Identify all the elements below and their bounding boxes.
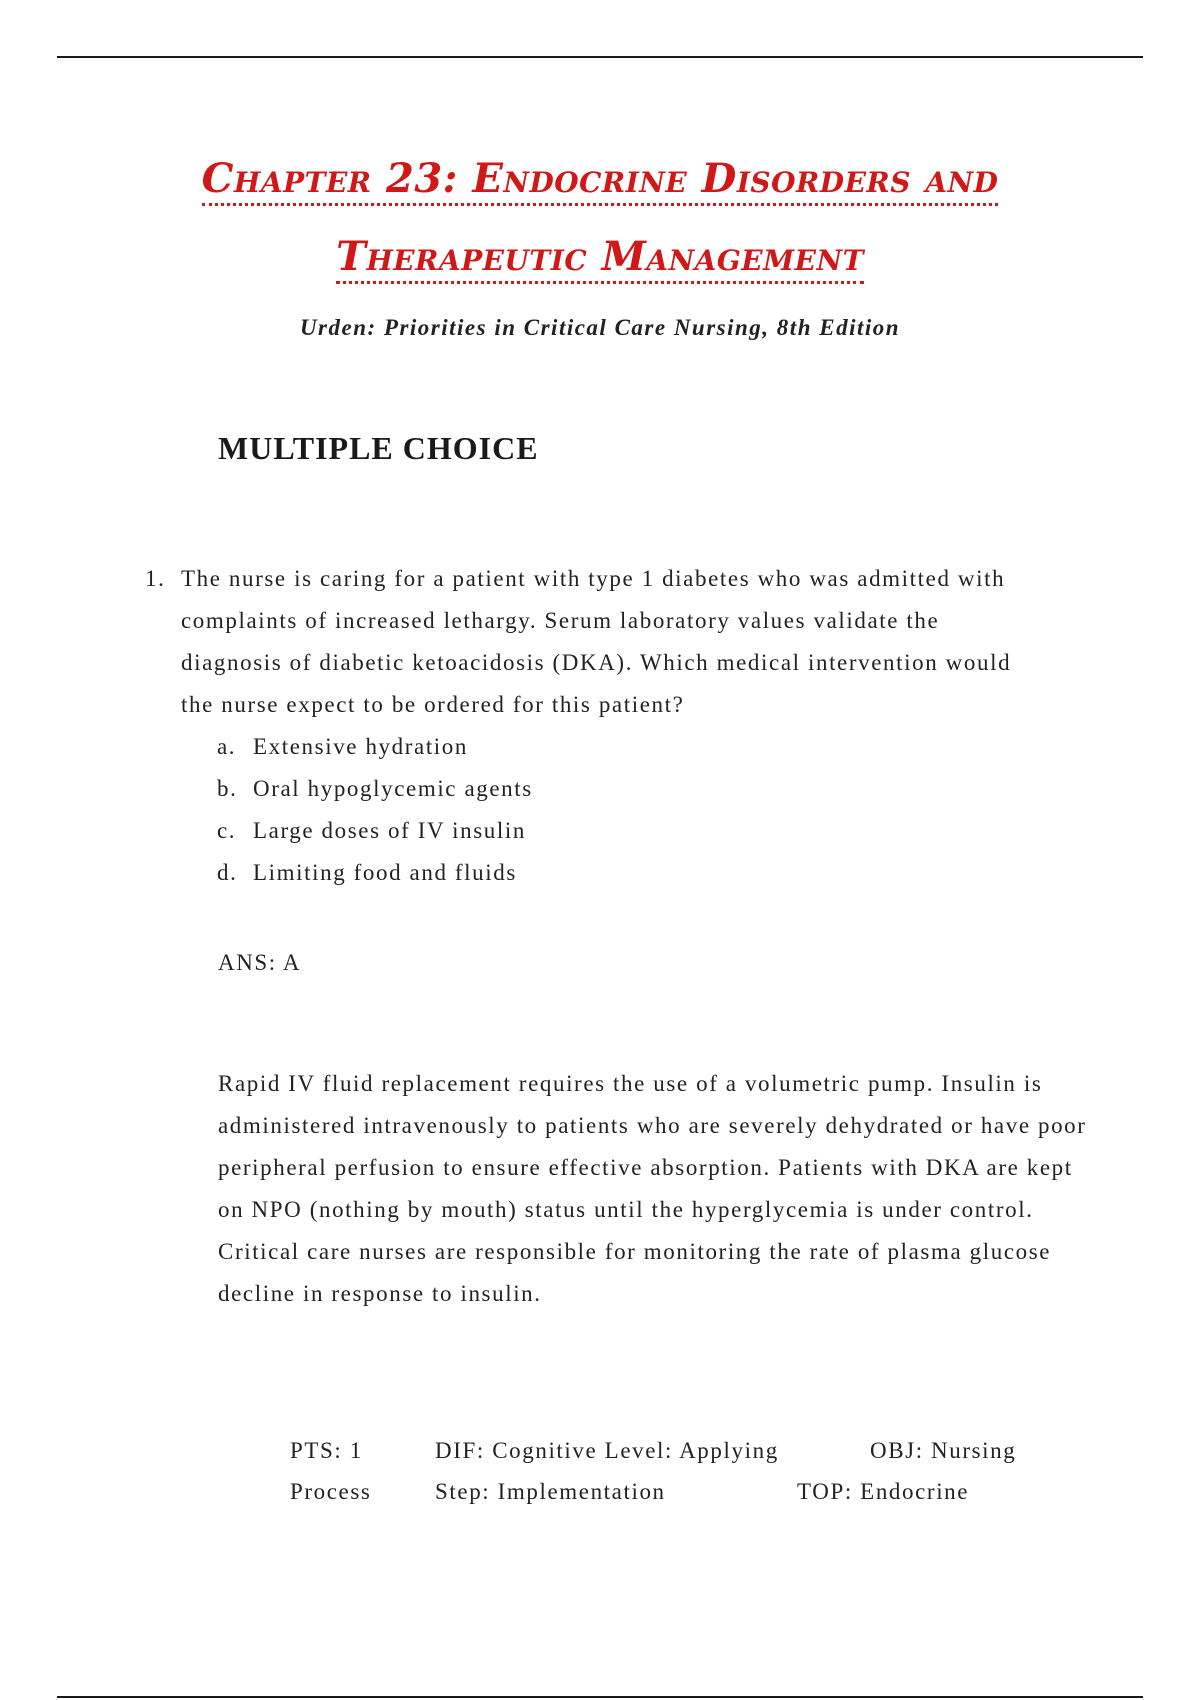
meta-topic: TOP: Endocrine xyxy=(797,1479,970,1504)
answer-key: ANS: A xyxy=(218,950,302,975)
meta-points: PTS: 1 xyxy=(290,1438,363,1463)
option-c xyxy=(217,810,1045,852)
answer-options xyxy=(145,726,1045,894)
meta-difficulty: DIF: Cognitive Level: Applying xyxy=(435,1438,779,1463)
meta-objective-continued: Process xyxy=(290,1479,372,1504)
chapter-title-line-1: Chapter 23: Endocrine Disorders and xyxy=(202,155,999,206)
question-number: 1. xyxy=(145,566,166,591)
option-letter: c. xyxy=(217,818,237,843)
meta-objective-step: Step: Implementation xyxy=(435,1479,666,1504)
option-text: Extensive hydration xyxy=(253,734,468,759)
top-rule xyxy=(57,56,1143,58)
option-text: Oral hypoglycemic agents xyxy=(253,776,533,801)
option-d xyxy=(217,852,1045,894)
bottom-rule xyxy=(57,1696,1143,1698)
question-block xyxy=(145,558,1045,894)
rationale-text: Rapid IV fluid replacement requires the use of a volumetric pump. Insulin is administered intravenously to patients who are severely dehydrated or have poor peripheral perfusion to ensure effective absorption. Patients with DKA are kept on NPO (nothing by mouth) status until the hyperglycemia is under control. Critical care nurses are responsible for monitoring the rate of plasma glucose decline in response to insulin. xyxy=(218,1071,1087,1306)
option-letter: b. xyxy=(217,776,238,801)
option-b xyxy=(217,768,1045,810)
option-letter: d. xyxy=(217,860,238,885)
meta-objective: OBJ: Nursing xyxy=(870,1438,1017,1463)
option-a xyxy=(217,726,1045,768)
option-text: Large doses of IV insulin xyxy=(253,818,526,843)
option-text: Limiting food and fluids xyxy=(253,860,517,885)
question-stem: The nurse is caring for a patient with type 1 diabetes who was admitted with complaints of increased lethargy. Serum laboratory values validate the diagnosis of diabetic ketoacidosis (DKA). Which medical intervention would the nurse expect to be ordered for this patient? xyxy=(181,566,1012,717)
chapter-title xyxy=(0,140,1200,296)
option-letter: a. xyxy=(217,734,237,759)
section-heading: MULTIPLE CHOICE xyxy=(218,430,539,466)
book-subtitle: Urden: Priorities in Critical Care Nursing, 8th Edition xyxy=(299,315,901,340)
chapter-title-line-2: Therapeutic Management xyxy=(336,233,864,284)
